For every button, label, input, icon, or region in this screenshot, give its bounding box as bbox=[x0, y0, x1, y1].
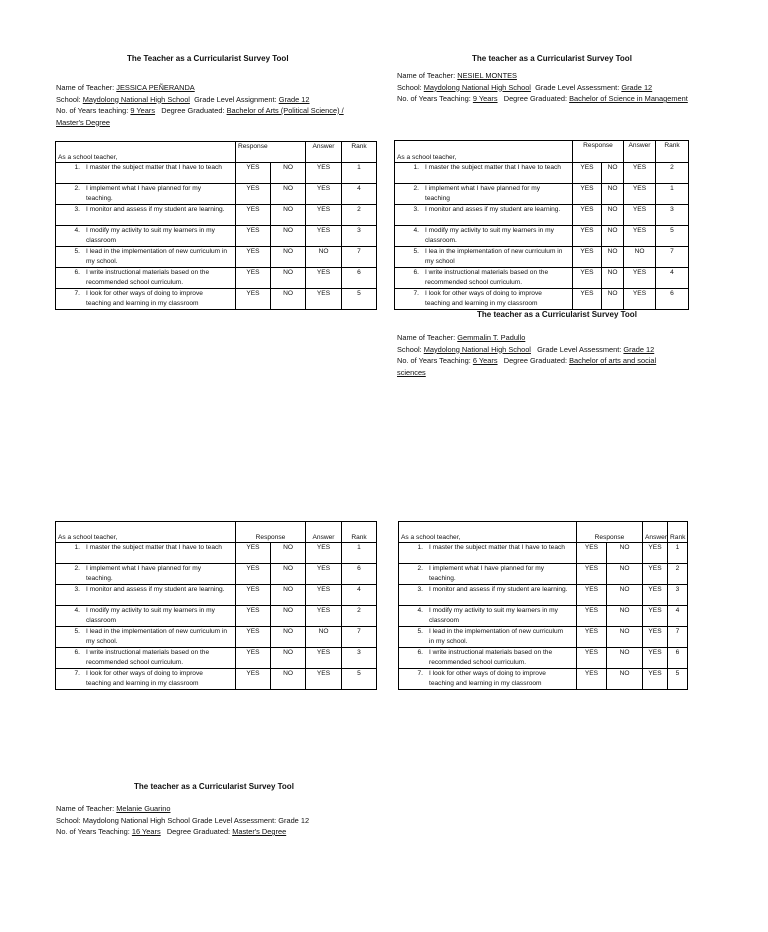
header-answer: Answer bbox=[306, 142, 342, 163]
grade-label: Grade Level Assessment: bbox=[537, 344, 622, 354]
statement: I look for other ways of doing to improve teaching and learning in my classroom bbox=[86, 670, 203, 687]
statement: I modify my activity to suit my learners in my classroom. bbox=[425, 227, 554, 244]
header-as-teacher: As a school teacher, bbox=[56, 522, 236, 543]
table-row: 6. I write instructional materials based on the recommended school curriculum. YES NO YES 6 bbox=[399, 648, 688, 669]
header-as-teacher: As a school teacher, bbox=[395, 141, 573, 163]
table-row: 5. I lea in the implementation of new curriculum in my school YES NO NO 7 bbox=[395, 247, 689, 268]
statement: I write instructional materials based on the recommended school curriculum. bbox=[425, 269, 549, 286]
survey3-table bbox=[55, 521, 377, 690]
name-label: Name of Teacher: bbox=[397, 71, 456, 80]
table-row: 1. I master the subject matter that I have to teach YES NO YES 1 bbox=[56, 543, 377, 564]
header-rank: Rank bbox=[342, 522, 377, 543]
school-name: Maydolong National High School bbox=[423, 344, 531, 354]
school-label: School: bbox=[56, 94, 81, 104]
degree-label: Degree Graduated: bbox=[166, 827, 231, 836]
statement: I look for other ways of doing to improve teaching and learning in my classroom bbox=[425, 290, 542, 307]
table-row: 3. I monitor and assess if my student are learning. YES NO YES 3 bbox=[399, 585, 688, 606]
header-as-teacher: As a school teacher, bbox=[56, 142, 236, 163]
degree-value-cont: Master's Degree bbox=[56, 117, 110, 127]
table-row: 1. I master the subject matter that I have to teach YES NO YES 1 bbox=[56, 163, 377, 184]
statement: I implement what I have planned for my teaching. bbox=[429, 565, 545, 582]
name-label: Name of Teacher: bbox=[56, 83, 115, 92]
degree-value: Bachelor of Arts (Political Science) / bbox=[226, 106, 344, 115]
survey2-teacher-info bbox=[397, 70, 688, 105]
school-label: School: bbox=[397, 344, 422, 354]
years-label: No. of Years Teaching: bbox=[397, 94, 471, 103]
degree-value: Master's Degree bbox=[232, 827, 287, 836]
table-row: 6. I write instructional materials based on the recommended school curriculum. YES NO YES 6 bbox=[56, 268, 377, 289]
years-label: No. of Years Teaching: bbox=[397, 356, 471, 365]
name-label: Name of Teacher: bbox=[397, 333, 456, 342]
header-answer: Answer bbox=[306, 522, 342, 543]
statement: I implement what I have planned for my teaching. bbox=[86, 565, 202, 582]
statement: I write instructional materials based on the recommended school curriculum. bbox=[86, 649, 210, 666]
table-row: 7. I look for other ways of doing to improve teaching and learning in my classroom YES NO YES 5 bbox=[56, 669, 377, 690]
grade-value: Grade 12 bbox=[623, 344, 655, 354]
statement: I implement what I have planned for my teaching bbox=[425, 185, 541, 202]
header-rank: Rank bbox=[656, 141, 689, 163]
statement: I monitor and assess if my student are learning. bbox=[429, 586, 568, 593]
teacher-name: NESIEL MONTES bbox=[457, 71, 517, 80]
statement: I master the subject matter that I have to teach bbox=[425, 164, 561, 171]
table-row: 1. I master the subject matter that I have to teach YES NO YES 2 bbox=[395, 163, 689, 184]
degree-value: Bachelor of Science in Management bbox=[569, 94, 688, 103]
table-row: 7. I look for other ways of doing to improve teaching and learning in my classroom YES NO YES 6 bbox=[395, 289, 689, 310]
statement: I lea in the implementation of new curriculum in my school bbox=[425, 248, 563, 265]
header-response: Response bbox=[236, 142, 306, 163]
table-row: 5. I lead in the implementation of new curriculum in my school. YES NO NO 7 bbox=[56, 627, 377, 648]
degree-label: Degree Graduated: bbox=[503, 94, 568, 103]
header-as-teacher: As a school teacher, bbox=[399, 522, 577, 543]
survey3-teacher-info bbox=[397, 332, 656, 378]
table-row: 2. I implement what I have planned for my teaching. YES NO YES 6 bbox=[56, 564, 377, 585]
header-answer: Answer bbox=[643, 522, 668, 543]
survey2-title: The teacher as a Curricularist Survey Tool bbox=[472, 54, 632, 63]
survey1-title: The Teacher as a Curricularist Survey Tool bbox=[127, 54, 289, 63]
school-name: Maydolong National High School bbox=[423, 82, 531, 92]
table-row: 2. I implement what I have planned for my teaching YES NO YES 1 bbox=[395, 184, 689, 205]
grade-label: Grade Level Assessment: bbox=[535, 82, 620, 92]
table-row: 5. I lead in the implementation of new curriculum in my school. YES NO NO 7 bbox=[56, 247, 377, 268]
statement: I monitor and assess if my student are learning. bbox=[86, 206, 225, 213]
survey1-teacher-info bbox=[56, 82, 344, 128]
teacher-name: Melanie Guarino bbox=[116, 804, 171, 813]
survey2-table bbox=[394, 140, 689, 310]
table-row: 6. I write instructional materials based on the recommended school curriculum. YES NO YES 3 bbox=[56, 648, 377, 669]
years-value: 6 Years bbox=[472, 356, 498, 365]
table-row: 4. I modify my activity to suit my learners in my classroom. YES NO YES 5 bbox=[395, 226, 689, 247]
teacher-name: JESSICA PEÑERANDA bbox=[116, 83, 195, 92]
statement: I master the subject matter that I have to teach bbox=[86, 164, 222, 171]
header-response: Response bbox=[573, 141, 624, 163]
table-row: 4. I modify my activity to suit my learners in my classroom YES NO YES 3 bbox=[56, 226, 377, 247]
table-row: 2. I implement what I have planned for my teaching. YES NO YES 4 bbox=[56, 184, 377, 205]
grade-value: Grade 12 bbox=[621, 82, 653, 92]
table-row: 7. I look for other ways of doing to improve teaching and learning in my classroom YES NO YES 5 bbox=[56, 289, 377, 310]
table-row: 1. I master the subject matter that I have to teach YES NO YES 1 bbox=[399, 543, 688, 564]
years-value: 9 Years bbox=[130, 106, 156, 115]
years-value: 16 Years bbox=[131, 827, 161, 836]
table-row: 7. I look for other ways of doing to improve teaching and learning in my classroom YES NO YES 5 bbox=[399, 669, 688, 690]
survey4-title: The teacher as a Curricularist Survey Tool bbox=[134, 782, 294, 791]
school-line: School: Maydolong National High School Grade Level Assessment: Grade 12 bbox=[56, 815, 310, 825]
statement: I lead in the implementation of new curriculum in my school. bbox=[86, 248, 228, 265]
table-row: 3. I monitor and assess if my student are learning. YES NO YES 4 bbox=[56, 585, 377, 606]
header-answer: Answer bbox=[624, 141, 656, 163]
grade-value: Grade 12 bbox=[278, 94, 310, 104]
degree-label: Degree Graduated: bbox=[503, 356, 568, 365]
table-row: 3. I monitor and asses if my student are learning. YES NO YES 3 bbox=[395, 205, 689, 226]
statement: I lead in the implementation of new curriculum in my school. bbox=[86, 628, 228, 645]
statement: I modify my activity to suit my learners in my classroom bbox=[86, 227, 215, 244]
statement: I write instructional materials based on the recommended school curriculum. bbox=[86, 269, 210, 286]
teacher-name: Gemmalin T. Padullo bbox=[457, 333, 526, 342]
header-rank: Rank bbox=[668, 522, 688, 543]
statement: I implement what I have planned for my teaching. bbox=[86, 185, 202, 202]
statement: I lead in the implementation of new curriculum in my school. bbox=[429, 628, 564, 645]
survey1-table bbox=[55, 141, 377, 310]
degree-value: Bachelor of arts and social bbox=[569, 356, 657, 365]
years-label: No. of Years teaching: bbox=[56, 106, 129, 115]
years-label: No. of Years Teaching: bbox=[56, 827, 130, 836]
school-name: Maydolong National High School bbox=[82, 94, 190, 104]
table-row: 3. I monitor and assess if my student are learning. YES NO YES 2 bbox=[56, 205, 377, 226]
table-row: 2. I implement what I have planned for my teaching. YES NO YES 2 bbox=[399, 564, 688, 585]
header-response: Response bbox=[577, 522, 643, 543]
table-row: 4. I modify my activity to suit my learners in my classroom YES NO YES 4 bbox=[399, 606, 688, 627]
years-value: 9 Years bbox=[472, 94, 498, 103]
statement: I master the subject matter that I have to teach bbox=[86, 544, 222, 551]
survey4-teacher-info bbox=[56, 803, 309, 838]
statement: I modify my activity to suit my learners in my classroom bbox=[86, 607, 215, 624]
statement: I write instructional materials based on the recommended school curriculum. bbox=[429, 649, 553, 666]
name-label: Name of Teacher: bbox=[56, 804, 115, 813]
table-row: 6. I write instructional materials based on the recommended school curriculum. YES NO YES 4 bbox=[395, 268, 689, 289]
header-rank: Rank bbox=[342, 142, 377, 163]
school-label: School: bbox=[397, 82, 422, 92]
statement: I look for other ways of doing to improve teaching and learning in my classroom bbox=[86, 290, 203, 307]
degree-value-cont: sciences bbox=[397, 367, 426, 377]
table-row: 5. I lead in the implementation of new curriculum in my school. YES NO YES 7 bbox=[399, 627, 688, 648]
statement: I monitor and assess if my student are learning. bbox=[86, 586, 225, 593]
statement: I master the subject matter that I have to teach bbox=[429, 544, 565, 551]
statement: I modify my activity to suit my learners in my classroom bbox=[429, 607, 558, 624]
statement: I monitor and asses if my student are learning. bbox=[425, 206, 561, 213]
statement: I look for other ways of doing to improve teaching and learning in my classroom bbox=[429, 670, 546, 687]
survey3-title: The teacher as a Curricularist Survey Tool bbox=[477, 310, 637, 319]
degree-label: Degree Graduated: bbox=[161, 106, 225, 115]
header-response: Response bbox=[236, 522, 306, 543]
grade-label: Grade Level Assignment: bbox=[194, 94, 277, 104]
table-row: 4. I modify my activity to suit my learners in my classroom YES NO YES 2 bbox=[56, 606, 377, 627]
survey4-table bbox=[398, 521, 688, 690]
